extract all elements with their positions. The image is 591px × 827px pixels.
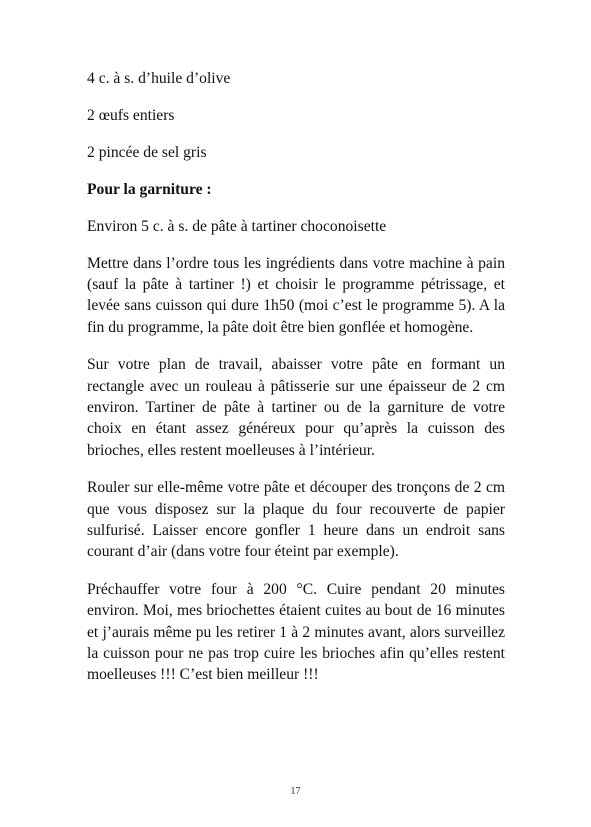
instruction-paragraph-4: Préchauffer votre four à 200 °C. Cuire pendant 20 minutes environ. Moi, mes briochettes étaient cuites au bout de 16 minutes et j’aurais même pu les retirer 1 à 2 minutes avant, alors surveillez la cuisson pour ne pas trop cuire les brioches afin qu’elles restent moelleuses !!! C’est bien meilleur !!! — [87, 580, 505, 684]
instruction-paragraph-2: Sur votre plan de travail, abaisser votre pâte en formant un rectangle avec un rouleau à pâtisserie sur une épaisseur de 2 cm environ. Tartiner de pâte à tartiner ou de la garniture de votre choix en étant assez généreux pour qu’après la cuisson des brioches, elles restent moelleuses à l’intérieur. — [87, 356, 505, 459]
instruction-paragraph-3: Rouler sur elle-même votre pâte et découper des tronçons de 2 cm que vous disposez sur la plaque du four recouverte de papier sulfurisé. Laisser encore gonfler 1 heure dans un endroit sans courant d’air (dans votre four éteint par exemple). — [87, 479, 505, 561]
ingredient-olive-oil: 4 c. à s. d’huile d’olive — [87, 70, 231, 87]
page-number: 17 — [290, 786, 301, 797]
instruction-paragraph-1: Mettre dans l’ordre tous les ingrédients dans votre machine à pain (sauf la pâte à tartiner !) et choisir le programme pétrissage, et levée sans cuisson qui dure 1h50 (moi c’est le programme 5). A la fin du programme, la pâte doit être bien gonflée et homogène. — [87, 254, 505, 336]
ingredient-salt: 2 pincée de sel gris — [87, 143, 207, 161]
garniture-heading: Pour la garniture : — [87, 180, 212, 198]
page-content — [87, 68, 505, 702]
ingredient-eggs: 2 œufs entiers — [87, 106, 175, 124]
garniture-item: Environ 5 c. à s. de pâte à tartiner choconoisette — [87, 217, 387, 235]
